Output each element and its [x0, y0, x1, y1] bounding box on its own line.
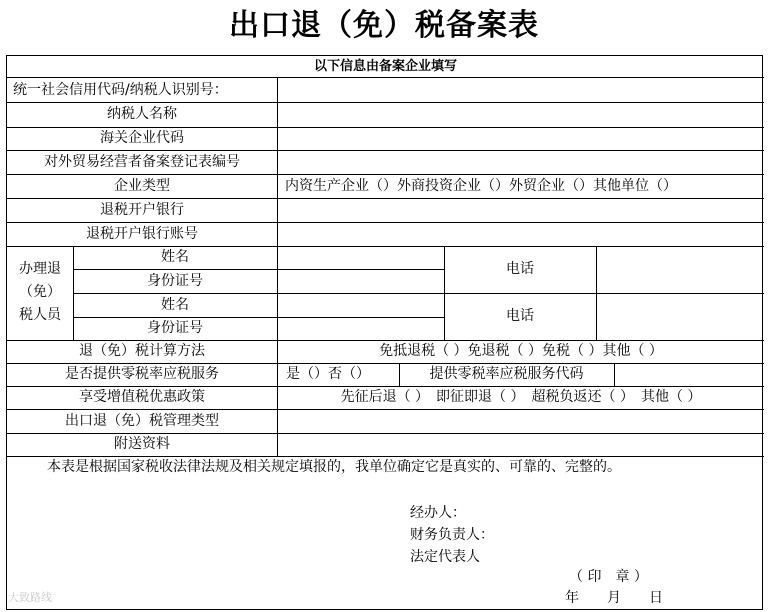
attachments-label: 附送资料	[114, 436, 170, 452]
staff-group-label-line: 税人员	[19, 307, 61, 323]
seal-label: （ 印 章 ）	[569, 569, 648, 585]
watermark-text: 大致路线	[8, 591, 52, 604]
filing-form-table	[6, 55, 763, 610]
foreign-trade-reg-field[interactable]	[278, 151, 764, 174]
customs-code-label: 海关企业代码	[100, 130, 184, 146]
refund-account-field[interactable]	[278, 223, 764, 246]
staff-id-field[interactable]	[278, 318, 444, 340]
attachments-field[interactable]	[278, 434, 764, 456]
refund-bank-field[interactable]	[278, 199, 764, 222]
calc-method-label: 退（免）税计算方法	[79, 343, 205, 359]
staff-phone-label: 电话	[506, 261, 534, 277]
refund-bank-label: 退税开户银行	[100, 202, 184, 218]
staff-phone-label: 电话	[506, 308, 534, 324]
handler-label: 经办人：	[410, 505, 466, 521]
staff-name-field[interactable]	[278, 294, 444, 317]
staff-name-label: 姓名	[161, 297, 189, 313]
enterprise-type-options[interactable]: 内资生产企业（）外商投资企业（）外贸企业（）其他单位（）	[285, 178, 677, 194]
enterprise-type-label: 企业类型	[114, 178, 170, 194]
staff-id-field[interactable]	[278, 270, 444, 293]
staff-phone-field[interactable]	[597, 294, 764, 340]
staff-group-label	[7, 258, 73, 327]
staff-group-label-line: 办理退	[19, 261, 61, 277]
zero-rate-options[interactable]: 是（）否（）	[286, 366, 370, 382]
taxpayer-name-label: 纳税人名称	[107, 106, 177, 122]
uscc-label: 统一社会信用代码/纳税人识别号：	[13, 82, 228, 98]
staff-phone-field[interactable]	[597, 247, 764, 293]
taxpayer-name-field[interactable]	[278, 103, 764, 127]
staff-name-field[interactable]	[278, 247, 444, 269]
zero-rate-label: 是否提供零税率应税服务	[65, 366, 219, 382]
customs-code-field[interactable]	[278, 128, 764, 150]
refund-account-label: 退税开户银行账号	[86, 226, 198, 242]
mgmt-type-field[interactable]	[278, 410, 764, 433]
section-header: 以下信息由备案企业填写	[313, 59, 457, 74]
uscc-field[interactable]	[278, 78, 764, 102]
vat-policy-label: 享受增值税优惠政策	[79, 389, 205, 405]
staff-name-label: 姓名	[161, 249, 189, 265]
mgmt-type-label: 出口退（免）税管理类型	[65, 413, 219, 429]
zero-rate-code-field[interactable]	[615, 364, 764, 386]
finance-head-label: 财务负责人：	[410, 527, 494, 543]
foreign-trade-reg-label: 对外贸易经营者备案登记表编号	[44, 154, 240, 170]
calc-method-options[interactable]: 免抵退税（ ）免退税（ ）免税（ ）其他（ ）	[379, 343, 663, 359]
staff-id-label: 身份证号	[147, 320, 203, 336]
date-label: 年 月 日	[565, 590, 663, 606]
staff-group-label-line: （免）	[19, 284, 61, 300]
zero-rate-code-label: 提供零税率应税服务代码	[429, 366, 584, 382]
legal-rep-label: 法定代表人	[410, 549, 480, 565]
staff-id-label: 身份证号	[147, 273, 203, 289]
declaration-text: 本表是根据国家税收法律法规及相关规定填报的，我单位确定它是真实的、可靠的、完整的。	[47, 459, 621, 475]
vat-policy-options[interactable]: 先征后退（ ） 即征即退（ ） 超税负返还（ ） 其他（ ）	[340, 389, 702, 405]
form-title: 出口退（免）税备案表	[229, 8, 539, 43]
